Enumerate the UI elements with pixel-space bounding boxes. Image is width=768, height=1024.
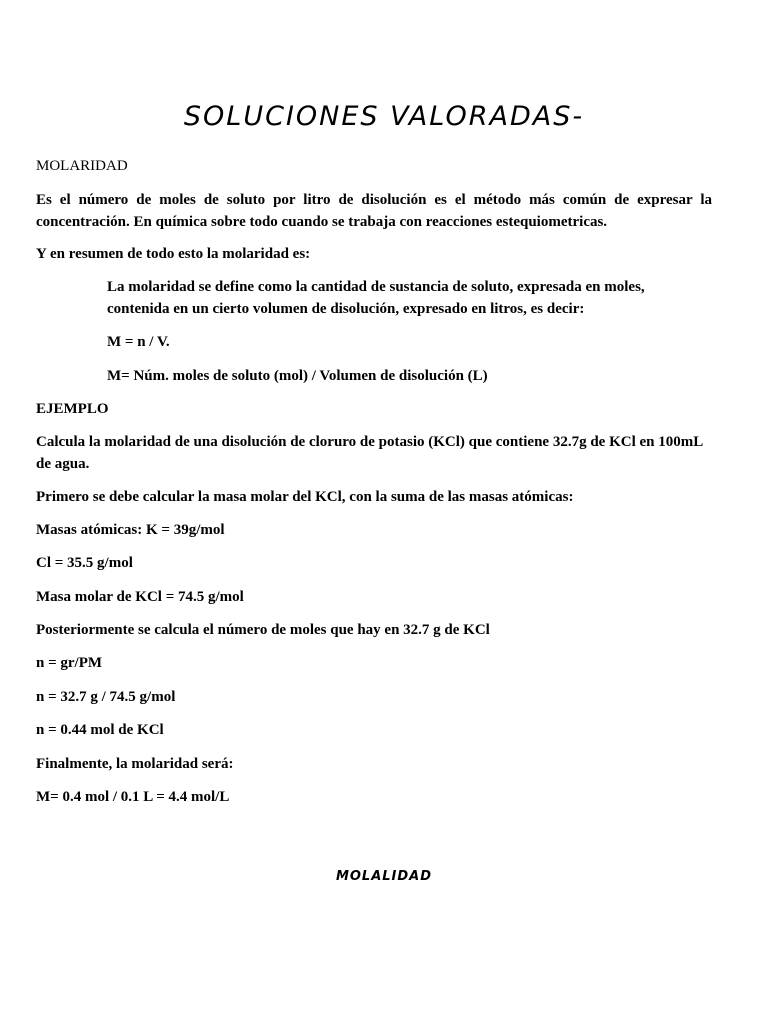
molar-mass: Masa molar de KCl = 74.5 g/mol bbox=[36, 589, 244, 605]
formula-short: M = n / V. bbox=[107, 334, 170, 350]
step-two: Posteriormente se calcula el número de moles que hay en 32.7 g de KCl bbox=[36, 622, 490, 638]
formula-long: M= Núm. moles de soluto (mol) / Volumen de disolución (L) bbox=[107, 368, 488, 384]
quote-definition: La molaridad se define como la cantidad de sustancia de soluto, expresada en moles, contenida en un cierto volumen de disolución, expresado en litros, es decir: bbox=[107, 279, 645, 317]
n-substitution: n = 32.7 g / 74.5 g/mol bbox=[36, 689, 176, 705]
n-formula: n = gr/PM bbox=[36, 655, 103, 671]
n-result: n = 0.44 mol de KCl bbox=[36, 722, 164, 738]
example-problem: Calcula la molaridad de una disolución de cloruro de potasio (KCl) que contiene 32.7g de KCl en 100mL de agua. bbox=[36, 434, 703, 472]
atomic-mass-cl: Cl = 35.5 g/mol bbox=[36, 555, 133, 571]
next-section-heading-molalidad: MOLALIDAD bbox=[335, 869, 433, 884]
example-heading: EJEMPLO bbox=[36, 401, 109, 417]
summary-intro: Y en resumen de todo esto la molaridad es: bbox=[36, 246, 311, 262]
atomic-mass-k: Masas atómicas: K = 39g/mol bbox=[36, 522, 225, 538]
section-heading-molaridad: MOLARIDAD bbox=[36, 158, 128, 174]
final-intro: Finalmente, la molaridad será: bbox=[36, 756, 234, 772]
final-result: M= 0.4 mol / 0.1 L = 4.4 mol/L bbox=[36, 789, 230, 805]
step-one: Primero se debe calcular la masa molar del KCl, con la suma de las masas atómicas: bbox=[36, 489, 574, 505]
document-title: SOLUCIONES VALORADAS- bbox=[183, 101, 585, 132]
definition-paragraph: Es el número de moles de soluto por litro de disolución es el método más común de expresar la concentración. En química sobre todo cuando se trabaja con reacciones estequiometricas. bbox=[36, 192, 712, 230]
